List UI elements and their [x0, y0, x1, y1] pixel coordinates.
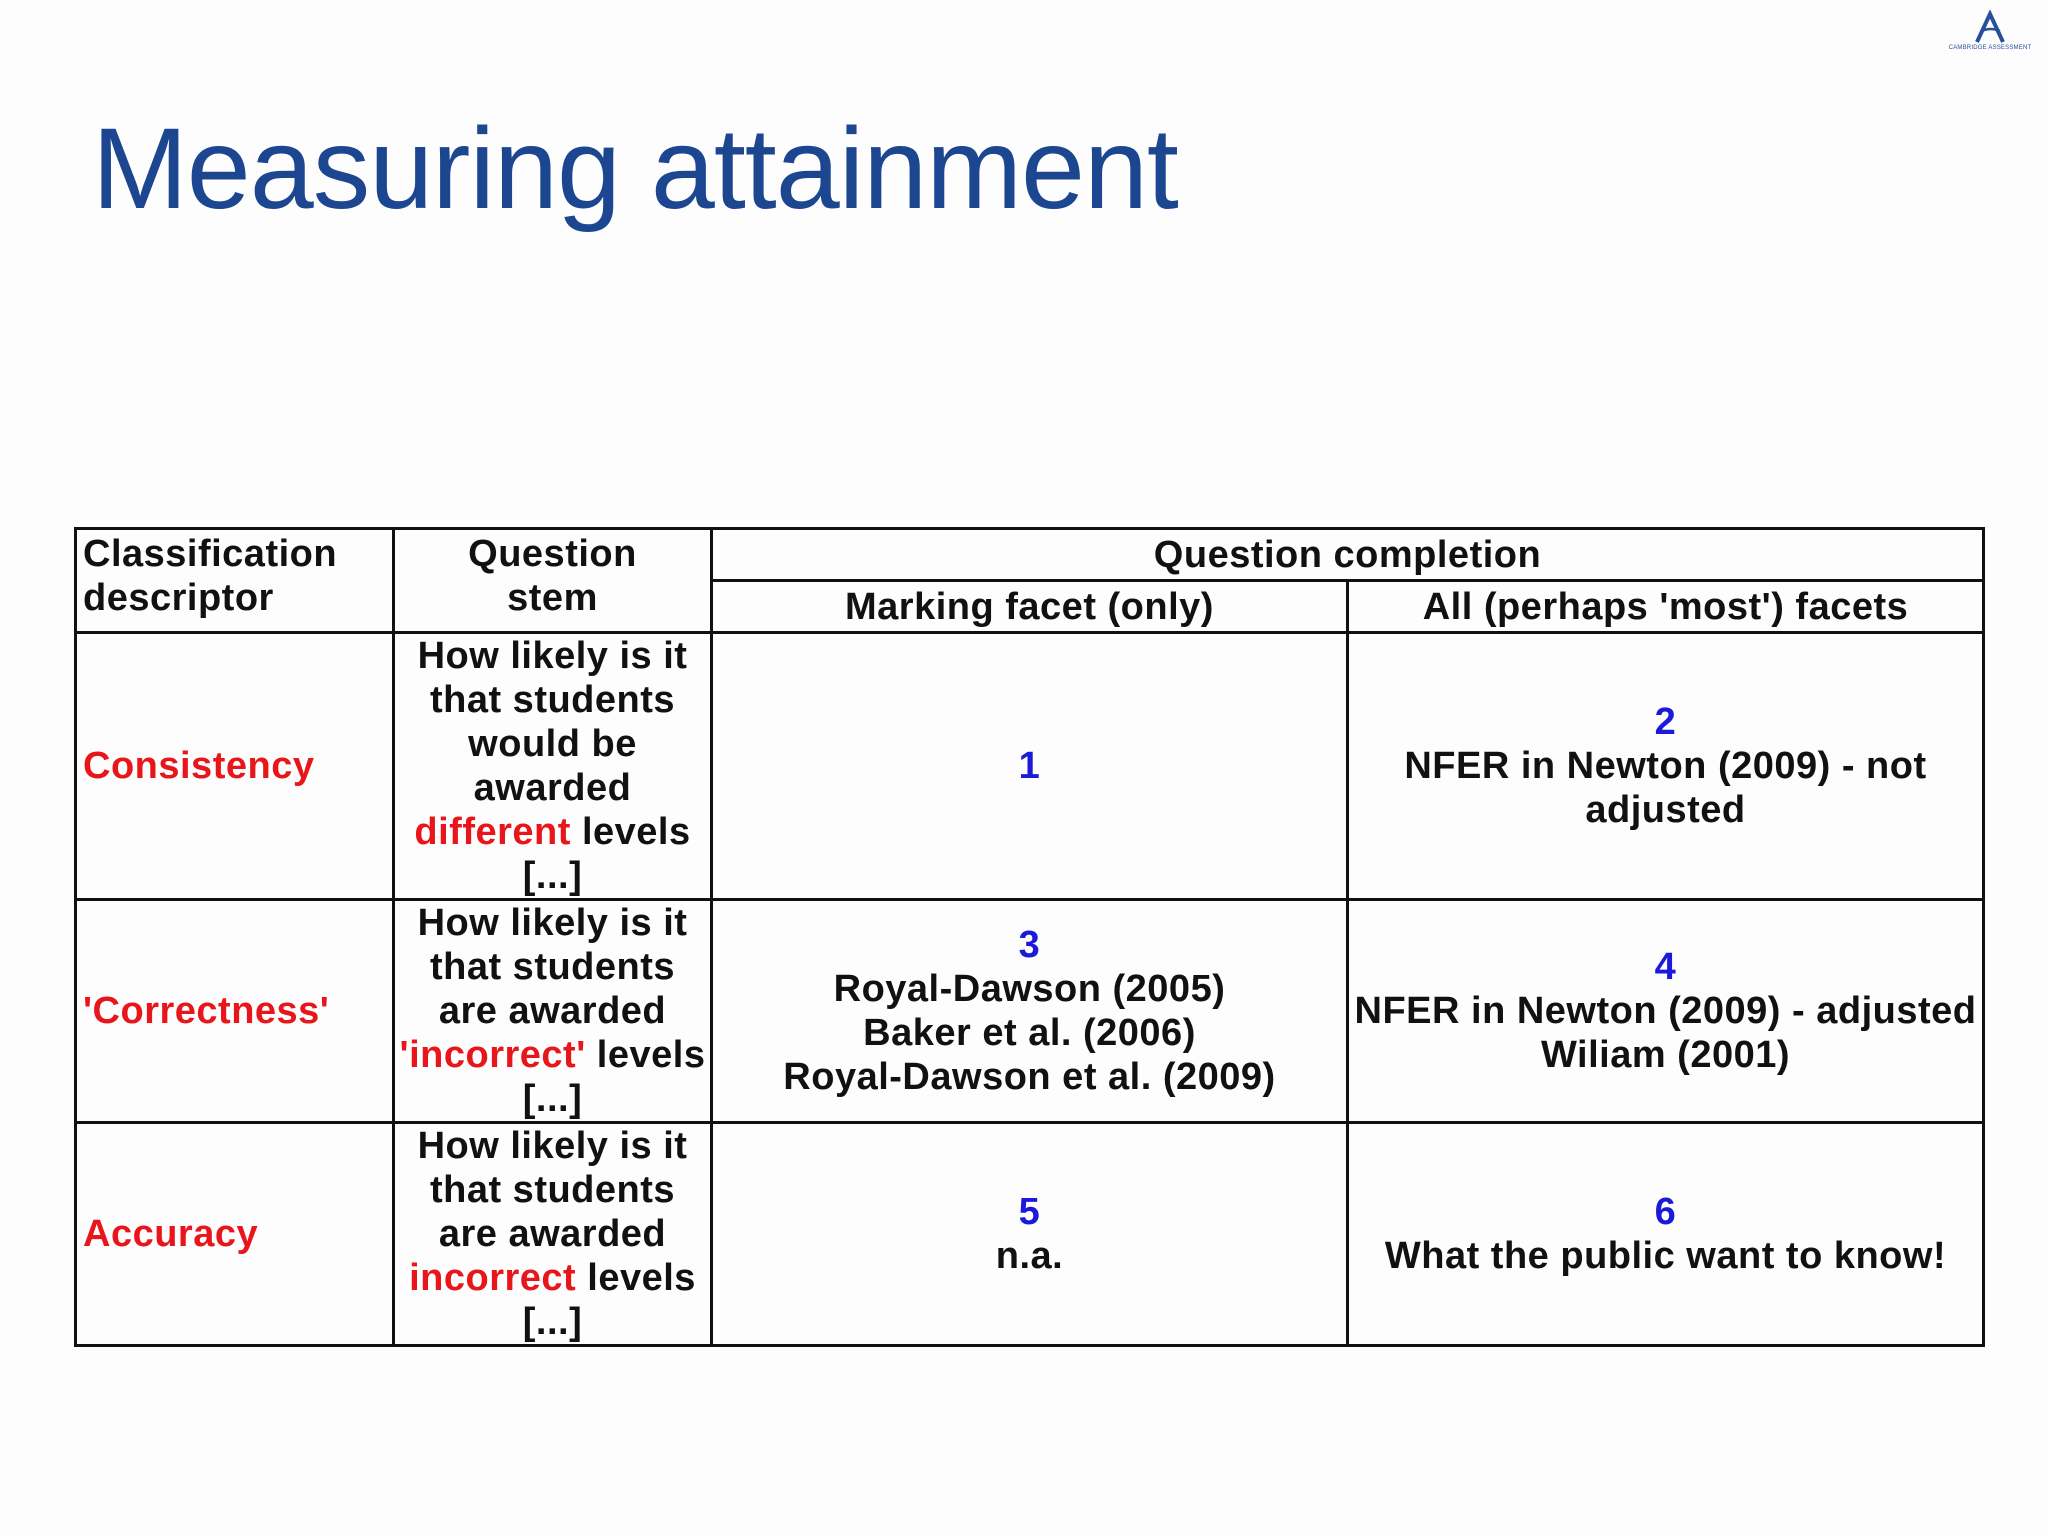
table-row: [76, 633, 1984, 900]
reference-text: n.a.: [995, 1235, 1064, 1277]
cell-number: 1: [1018, 745, 1041, 787]
stem-text: How likely is it that students would be awarded: [417, 635, 688, 809]
stem-emphasis: different: [414, 811, 571, 853]
table-row: [76, 1123, 1984, 1346]
stem-cell: [394, 900, 712, 1123]
cell-number: 3: [1018, 924, 1041, 966]
all-facets-cell: [1348, 1123, 1984, 1346]
header-stem-line2: stem: [507, 577, 598, 619]
cell-number: 5: [1018, 1191, 1041, 1233]
reference-text: NFER in Newton (2009) - not adjusted: [1404, 745, 1927, 831]
stem-text-end: levels [...]: [522, 1257, 696, 1343]
logo-a-icon: [1973, 10, 2007, 44]
cell-number: 2: [1654, 701, 1677, 743]
all-facets-cell: [1348, 633, 1984, 900]
header-stem-line1: Question: [468, 533, 637, 575]
header-all-facets: All (perhaps 'most') facets: [1348, 581, 1984, 633]
header-classification: [76, 529, 394, 633]
table-row: [76, 900, 1984, 1123]
row-label: 'Correctness': [76, 900, 394, 1123]
marking-cell: [712, 900, 1348, 1123]
page-title: Measuring attainment: [92, 105, 1178, 233]
cell-number: 4: [1654, 946, 1677, 988]
header-row: [76, 529, 1984, 581]
stem-cell: [394, 633, 712, 900]
marking-cell: [712, 1123, 1348, 1346]
reference-text: Baker et al. (2006): [863, 1012, 1196, 1054]
stem-text-end: levels [...]: [522, 1034, 706, 1120]
logo-text: CAMBRIDGE ASSESSMENT: [1948, 45, 2032, 51]
header-question-stem: [394, 529, 712, 633]
reference-text: NFER in Newton (2009) - adjusted: [1354, 990, 1977, 1032]
header-marking-facet: Marking facet (only): [712, 581, 1348, 633]
reference-text: Wiliam (2001): [1540, 1034, 1791, 1076]
row-label: Accuracy: [76, 1123, 394, 1346]
cell-number: 6: [1654, 1191, 1677, 1233]
row-label: Consistency: [76, 633, 394, 900]
reference-text: Royal-Dawson et al. (2009): [783, 1056, 1276, 1098]
all-facets-cell: [1348, 900, 1984, 1123]
cambridge-logo: [1944, 10, 2036, 56]
header-classification-line2: descriptor: [83, 577, 274, 619]
stem-cell: [394, 1123, 712, 1346]
attainment-table: [74, 527, 1985, 1347]
header-classification-line1: Classification: [83, 533, 338, 575]
header-question-completion: Question completion: [712, 529, 1984, 581]
reference-text: What the public want to know!: [1384, 1235, 1947, 1277]
stem-text: How likely is it that students are awarded: [417, 1125, 688, 1255]
stem-text-end: levels [...]: [522, 811, 691, 897]
stem-emphasis: incorrect: [409, 1257, 577, 1299]
stem-text: How likely is it that students are awarded: [417, 902, 688, 1032]
reference-text: Royal-Dawson (2005): [833, 968, 1226, 1010]
stem-emphasis: 'incorrect': [399, 1034, 586, 1076]
marking-cell: [712, 633, 1348, 900]
